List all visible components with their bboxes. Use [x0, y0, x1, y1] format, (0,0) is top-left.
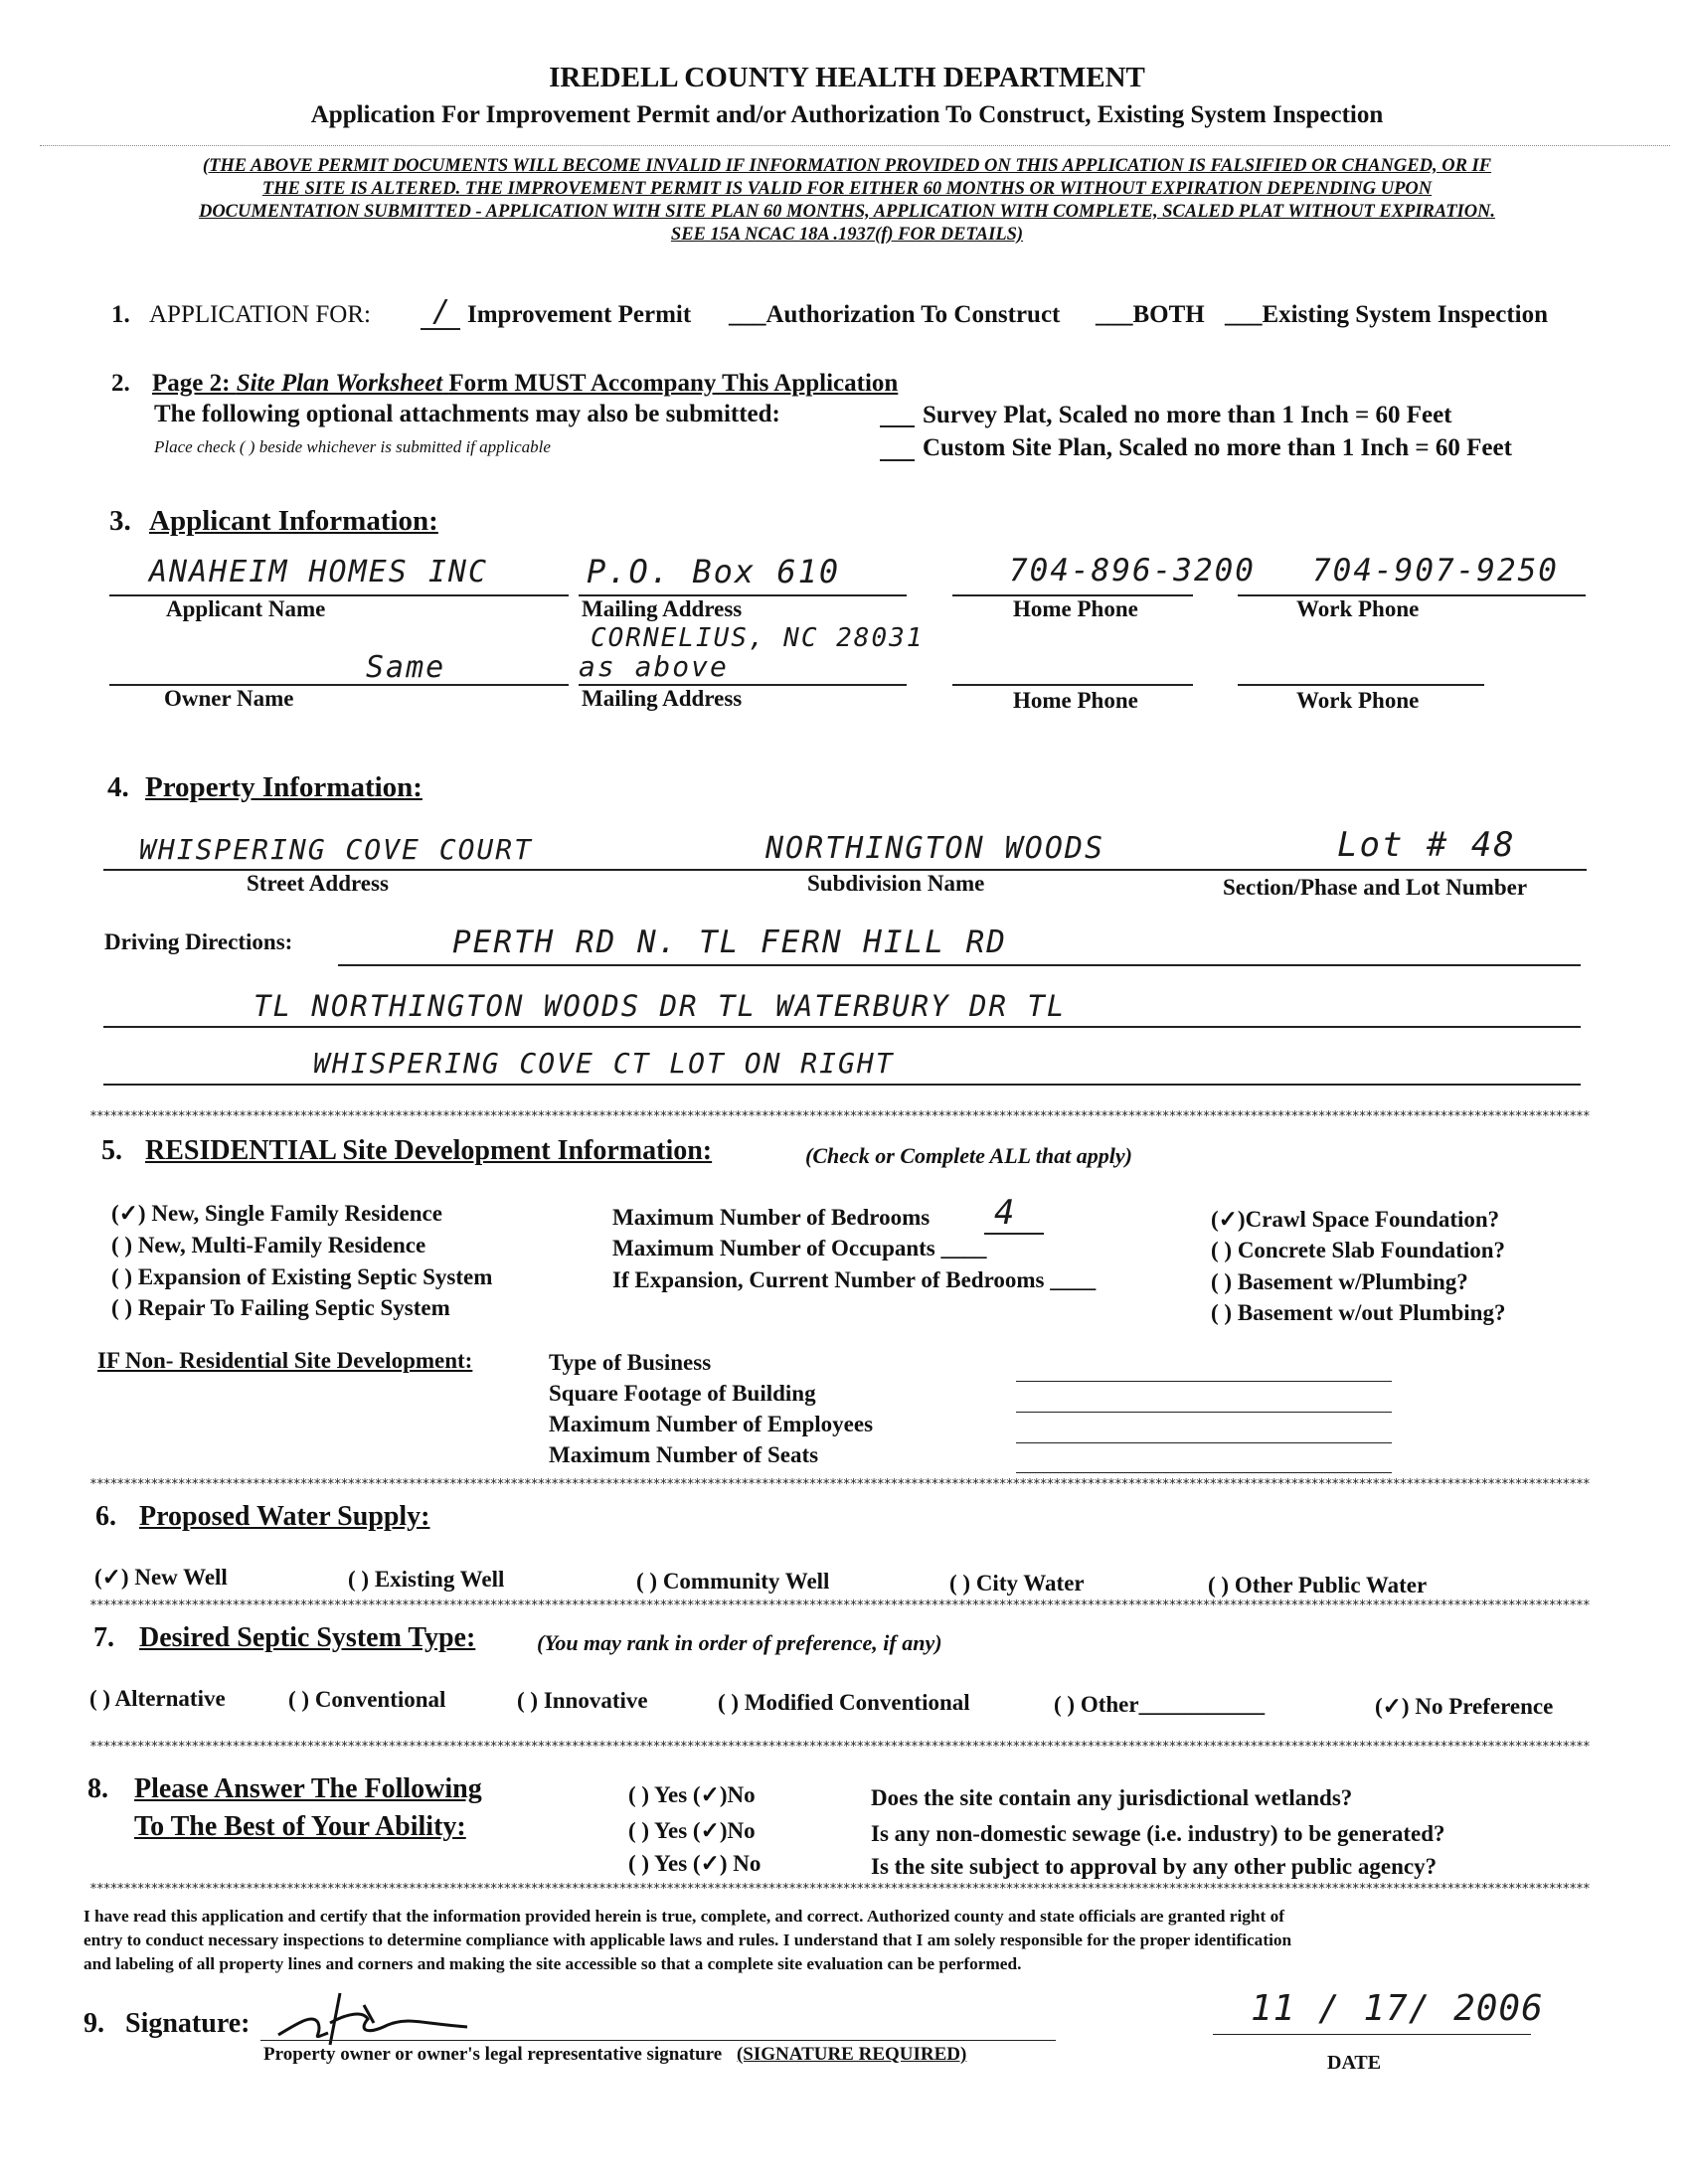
water-existing-well[interactable]: ( ) Existing Well: [348, 1567, 505, 1592]
date-label: DATE: [1327, 2052, 1382, 2074]
separator: *****************************************************************************************************************************************************************************************************************************: [89, 1740, 1590, 1755]
max-bedrooms-value[interactable]: 4: [994, 1193, 1017, 1233]
cert-line: I have read this application and certify that the information provided herein is true, complete, and correct. Authorized county and state officials are granted right of: [84, 1907, 1284, 1926]
section-7-number: 7.: [93, 1622, 114, 1653]
notice-line: (THE ABOVE PERMIT DOCUMENTS WILL BECOME INVALID IF INFORMATION PROVIDED ON THIS APPLICATION IS FALSIFIED OR CHANGED, OR IF: [202, 156, 1492, 176]
wetlands-question: Does the site contain any jurisdictional wetlands?: [871, 1785, 1353, 1810]
directions-line-3[interactable]: WHISPERING COVE CT LOT ON RIGHT: [313, 1047, 895, 1080]
section-1-label: APPLICATION FOR:: [149, 301, 371, 328]
public-agency-question: Is the site subject to approval by any other public agency?: [871, 1854, 1438, 1879]
signature-required: (SIGNATURE REQUIRED): [736, 2044, 967, 2065]
street-address-label: Street Address: [247, 871, 389, 896]
water-other-public[interactable]: ( ) Other Public Water: [1208, 1573, 1428, 1597]
current-bedrooms-label: If Expansion, Current Number of Bedrooms ____: [612, 1267, 1097, 1292]
section-6-number: 6.: [95, 1501, 116, 1532]
res-repair[interactable]: ( ) Repair To Failing Septic System: [111, 1295, 450, 1320]
directions-line-1[interactable]: PERTH RD N. TL FERN HILL RD: [452, 924, 1007, 960]
date-value[interactable]: 11 / 17/ 2006: [1251, 1988, 1544, 2029]
notice-block: [0, 155, 1694, 247]
wetlands-answer[interactable]: ( ) Yes (✓)No: [628, 1782, 756, 1807]
separator: *****************************************************************************************************************************************************************************************************************************: [89, 1882, 1590, 1897]
owner-mailing-label: Mailing Address: [582, 686, 743, 711]
s2-title-must: Form MUST Accompany This Application: [448, 370, 899, 397]
improvement-permit-blank: [421, 328, 460, 330]
square-footage-line[interactable]: [1016, 1412, 1392, 1413]
s2-title-worksheet: Site Plan Worksheet: [236, 370, 443, 397]
home-phone-label: Home Phone: [1013, 596, 1138, 621]
header-divider: [40, 145, 1670, 146]
option-authorization: ___Authorization To Construct: [729, 301, 1061, 328]
section-8-title-1: Please Answer The Following: [134, 1773, 482, 1804]
res-single-family[interactable]: (✓) New, Single Family Residence: [111, 1201, 442, 1226]
site-plan-blank[interactable]: [880, 459, 915, 461]
section-6-title: Proposed Water Supply:: [139, 1501, 430, 1532]
max-seats-line[interactable]: [1016, 1472, 1392, 1473]
crawl-space-option[interactable]: (✓)Crawl Space Foundation?: [1211, 1207, 1500, 1232]
separator: *****************************************************************************************************************************************************************************************************************************: [89, 1477, 1590, 1492]
work-phone-value[interactable]: 704-907-9250: [1312, 553, 1559, 588]
public-agency-answer[interactable]: ( ) Yes (✓) No: [628, 1851, 762, 1876]
lot-number-label: Section/Phase and Lot Number: [1223, 875, 1528, 900]
signature-scribble[interactable]: [268, 1983, 497, 2053]
section-5-subtitle: (Check or Complete ALL that apply): [805, 1143, 1132, 1168]
sewage-answer[interactable]: ( ) Yes (✓)No: [628, 1818, 756, 1843]
section-2-note: Place check ( ) beside whichever is submitted if applicable: [154, 437, 551, 456]
section-3-title: Applicant Information:: [149, 505, 438, 537]
option-survey-plat: Survey Plat, Scaled no more than 1 Inch = 60 Feet: [923, 402, 1452, 428]
survey-plat-blank[interactable]: [880, 425, 915, 427]
owner-name-value[interactable]: Same: [366, 650, 446, 685]
owner-work-phone-line: [1238, 684, 1484, 686]
sewage-question: Is any non-domestic sewage (i.e. industry) to be generated?: [871, 1821, 1445, 1846]
type-of-business-line[interactable]: [1016, 1381, 1392, 1382]
section-7-subtitle: (You may rank in order of preference, if any): [537, 1630, 942, 1655]
option-existing-inspection: ___Existing System Inspection: [1225, 301, 1549, 328]
certification-text: [84, 1905, 1291, 1976]
applicant-name-value[interactable]: ANAHEIM HOMES INC: [149, 555, 489, 589]
max-bedrooms-label: Maximum Number of Bedrooms: [612, 1205, 931, 1230]
section-2-number: 2.: [111, 370, 130, 397]
septic-no-preference[interactable]: (✓) No Preference: [1375, 1694, 1554, 1719]
slab-option[interactable]: ( ) Concrete Slab Foundation?: [1211, 1238, 1506, 1262]
directions-underline-1: [338, 964, 1581, 966]
owner-home-phone-line: [952, 684, 1193, 686]
res-multi-family[interactable]: ( ) New, Multi-Family Residence: [111, 1233, 426, 1258]
signature-label: Signature:: [125, 2008, 251, 2039]
section-1-number: 1.: [111, 301, 130, 328]
separator: *****************************************************************************************************************************************************************************************************************************: [89, 1598, 1590, 1613]
mailing-address-label: Mailing Address: [582, 596, 743, 621]
subdivision-value[interactable]: NORTHINGTON WOODS: [765, 831, 1105, 866]
notice-line: THE SITE IS ALTERED. THE IMPROVEMENT PERMIT IS VALID FOR EITHER 60 MONTHS OR WITHOUT EXPIRATION DEPENDING UPON: [261, 179, 1433, 199]
section-9-number: 9.: [84, 2008, 104, 2039]
non-residential-label: IF Non- Residential Site Development:: [97, 1348, 473, 1373]
driving-directions-label: Driving Directions:: [104, 929, 293, 954]
section-5-title: RESIDENTIAL Site Development Information:: [145, 1135, 713, 1166]
owner-work-phone-label: Work Phone: [1296, 688, 1420, 713]
water-new-well[interactable]: (✓) New Well: [94, 1565, 228, 1590]
date-line: [1213, 2034, 1531, 2035]
section-5-number: 5.: [101, 1135, 122, 1166]
improvement-permit-check[interactable]: /: [432, 294, 453, 329]
water-city[interactable]: ( ) City Water: [949, 1571, 1085, 1596]
max-employees-line[interactable]: [1016, 1442, 1392, 1443]
option-custom-site-plan: Custom Site Plan, Scaled no more than 1 Inch = 60 Feet: [923, 434, 1512, 461]
max-seats-label: Maximum Number of Seats: [549, 1442, 819, 1467]
owner-name-label: Owner Name: [164, 686, 294, 711]
option-improvement-permit: Improvement Permit: [467, 301, 692, 328]
septic-innovative[interactable]: ( ) Innovative: [517, 1688, 648, 1713]
home-phone-value[interactable]: 704-896-3200: [1009, 553, 1256, 588]
septic-alternative[interactable]: ( ) Alternative: [89, 1686, 226, 1711]
res-expansion[interactable]: ( ) Expansion of Existing Septic System: [111, 1264, 493, 1289]
section-7-title: Desired Septic System Type:: [139, 1622, 476, 1653]
directions-underline-2: [103, 1026, 1581, 1028]
max-bedrooms-line: [984, 1233, 1044, 1235]
section-2-title: [152, 370, 898, 398]
signature-caption: [263, 2044, 966, 2066]
max-occupants-label: Maximum Number of Occupants ____: [612, 1236, 987, 1260]
section-8-number: 8.: [87, 1773, 108, 1804]
section-3-number: 3.: [109, 505, 131, 537]
owner-address-value[interactable]: as above: [579, 650, 729, 683]
max-employees-label: Maximum Number of Employees: [549, 1412, 874, 1436]
applicant-name-label: Applicant Name: [166, 596, 326, 621]
mailing-address-city-value[interactable]: CORNELIUS, NC 28031: [591, 623, 925, 653]
subdivision-label: Subdivision Name: [807, 871, 985, 896]
cert-line: entry to conduct necessary inspections to determine compliance with applicable laws and rules. I understand that I am solely responsible for the proper identification: [84, 1931, 1292, 1949]
option-both: ___BOTH: [1096, 301, 1205, 328]
separator: *****************************************************************************************************************************************************************************************************************************: [89, 1109, 1590, 1124]
directions-underline-3: [103, 1084, 1581, 1086]
septic-other[interactable]: ( ) Other___________: [1054, 1692, 1266, 1717]
notice-line: DOCUMENTATION SUBMITTED - APPLICATION WITH SITE PLAN 60 MONTHS, APPLICATION WITH COMPLETE, SCALED PLAT WITHOUT EXPIRATION.: [198, 202, 1496, 222]
section-8-title-2: To The Best of Your Ability:: [134, 1811, 466, 1842]
basement-no-plumbing-option[interactable]: ( ) Basement w/out Plumbing?: [1211, 1300, 1506, 1325]
street-address-value[interactable]: WHISPERING COVE COURT: [139, 833, 534, 866]
septic-conventional[interactable]: ( ) Conventional: [288, 1687, 446, 1712]
s2-title-page: Page 2:: [152, 370, 231, 397]
section-4-title: Property Information:: [145, 771, 423, 803]
basement-plumbing-option[interactable]: ( ) Basement w/Plumbing?: [1211, 1269, 1468, 1294]
type-of-business-label: Type of Business: [549, 1350, 712, 1375]
water-community-well[interactable]: ( ) Community Well: [636, 1569, 830, 1594]
page-title: IREDELL COUNTY HEALTH DEPARTMENT: [549, 62, 1145, 93]
page-subtitle: Application For Improvement Permit and/or Authorization To Construct, Existing System Inspection: [310, 101, 1384, 128]
square-footage-label: Square Footage of Building: [549, 1381, 816, 1406]
mailing-address-value[interactable]: P.O. Box 610: [587, 553, 841, 590]
cert-line: and labeling of all property lines and corners and making the site accessible so that a complete site evaluation can be performed.: [84, 1954, 1022, 1973]
signature-caption-text: Property owner or owner's legal representative signature: [263, 2044, 723, 2065]
section-2-optional: The following optional attachments may also be submitted:: [154, 401, 780, 427]
section-4-number: 4.: [107, 771, 129, 803]
signature-line: [260, 2040, 1056, 2041]
work-phone-label: Work Phone: [1296, 596, 1420, 621]
notice-line: SEE 15A NCAC 18A .1937(f) FOR DETAILS): [670, 225, 1024, 245]
owner-home-phone-label: Home Phone: [1013, 688, 1138, 713]
septic-modified-conventional[interactable]: ( ) Modified Conventional: [718, 1690, 970, 1715]
directions-line-2[interactable]: TL NORTHINGTON WOODS DR TL WATERBURY DR TL: [254, 989, 1067, 1023]
lot-number-value[interactable]: Lot # 48: [1337, 825, 1516, 865]
